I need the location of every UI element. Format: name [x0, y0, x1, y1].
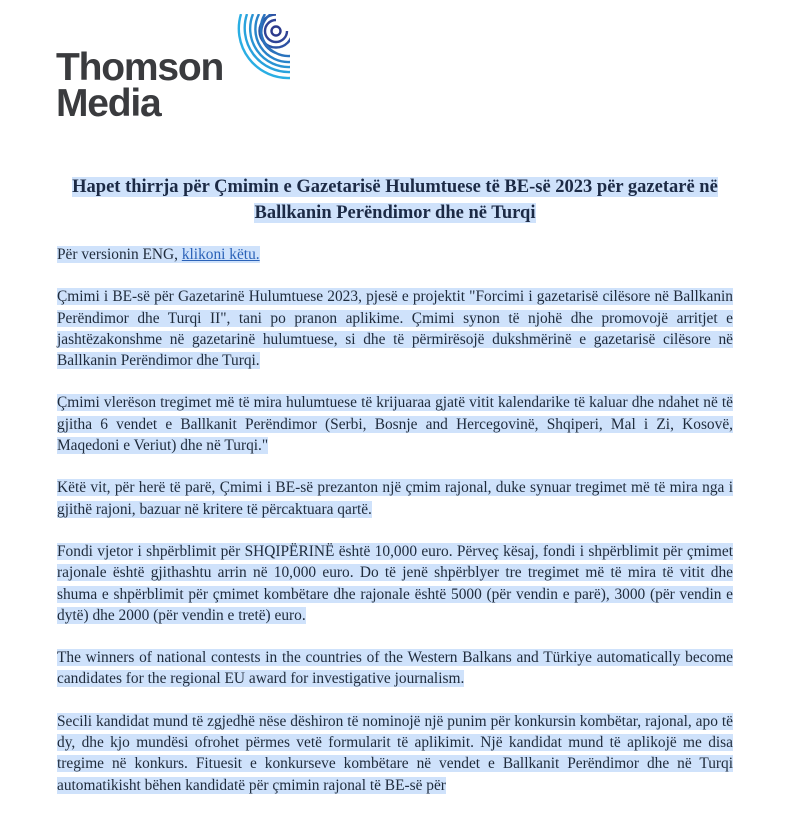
paragraph-regional-award	[57, 477, 733, 520]
paragraph-text: Çmimi vlerëson tregimet më të mira hulumtuese të krijuaraa gjatë vitit kalendarike të kaluar dhe ndahet në të gjitha 6 vendet e Ballkanit Perëndimor (Serbi, Bosnje and Hercegovinë, Shqiperi, Mal i Zi, Kosovë, Maqedoni e Veriut) dhe në Turqi."	[57, 394, 733, 455]
document-title	[57, 174, 733, 226]
paragraph-text: Fondi vjetor i shpërblimit për SHQIPËRINË është 10,000 euro. Përveç kësaj, fondi i shpërblimit për çmimet rajonale është gjithashtu arrin në 10,000 euro. Do të jenë shpërblyer tre tregimet më të mira të vitit dhe shuma e shpërblimit për çmimet kombëtare dhe rajonale është 5000 (për vendin e parë), 3000 (për vendin e dytë) dhe 2000 (për vendin e tretë) euro.	[57, 542, 733, 624]
logo-line-2: Media	[56, 82, 161, 125]
concentric-arcs-icon	[228, 14, 294, 80]
document-title-text: Hapet thirrja për Çmimin e Gazetarisë Hulumtuese të BE-së 2023 për gazetarë në Ballkanin Perëndimor dhe në Turqi	[72, 177, 718, 223]
paragraph-intro	[57, 286, 733, 371]
paragraph-criteria	[57, 392, 733, 456]
paragraph-text: Secili kandidat mund të zgjedhë nëse dëshiron të nominojë një punim për konkursin kombëtar, rajonal, apo të dy, dhe kjo mundësi ofrohet përmes vetë formularit të aplikimit. Një kandidat mund të aplikojë me disa tregime në konkurs. Fituesit e konkurseve kombëtare në vendet e Ballkanit Perëndimor dhe në Turqi automatikisht bëhen kandidatë për çmimin rajonal të BE-së për	[57, 712, 733, 794]
thomson-media-logo	[56, 14, 296, 126]
logo-line-1: Thomson	[56, 46, 224, 89]
paragraph-text: Këtë vit, për herë të parë, Çmimi i BE-së prezanton një çmim rajonal, duke synuar tregimet më të mira nga i gjithë rajoni, bazuar në kritere të përcaktuara qartë.	[57, 479, 733, 518]
english-version-prefix: Për versionin ENG,	[57, 246, 182, 263]
paragraph-nomination	[57, 711, 733, 796]
english-version-line	[57, 244, 733, 265]
paragraph-prize-fund	[57, 541, 733, 626]
paragraph-text: The winners of national contests in the countries of the Western Balkans and Türkiye automatically become candidates for the regional EU award for investigative journalism.	[57, 649, 733, 688]
english-version-link[interactable]: klikoni këtu.	[181, 246, 260, 263]
paragraph-national-winners	[57, 647, 733, 690]
logo-wordmark	[56, 46, 224, 125]
paragraph-text: Çmimi i BE-së për Gazetarinë Hulumtuese 2023, pjesë e projektit "Forcimi i gazetarisë cilësore në Ballkanin Perëndimor dhe Turqi II", tani po pranon aplikime. Çmimi synon të njohë dhe promovojë arritjet e jashtëzakonshme në gazetarinë hulumtuese, si dhe të përmirësojë dukshmërinë e gazetarisë cilësore në Ballkanin Perëndimor dhe Turqi.	[57, 288, 733, 370]
document-page	[57, 174, 733, 817]
